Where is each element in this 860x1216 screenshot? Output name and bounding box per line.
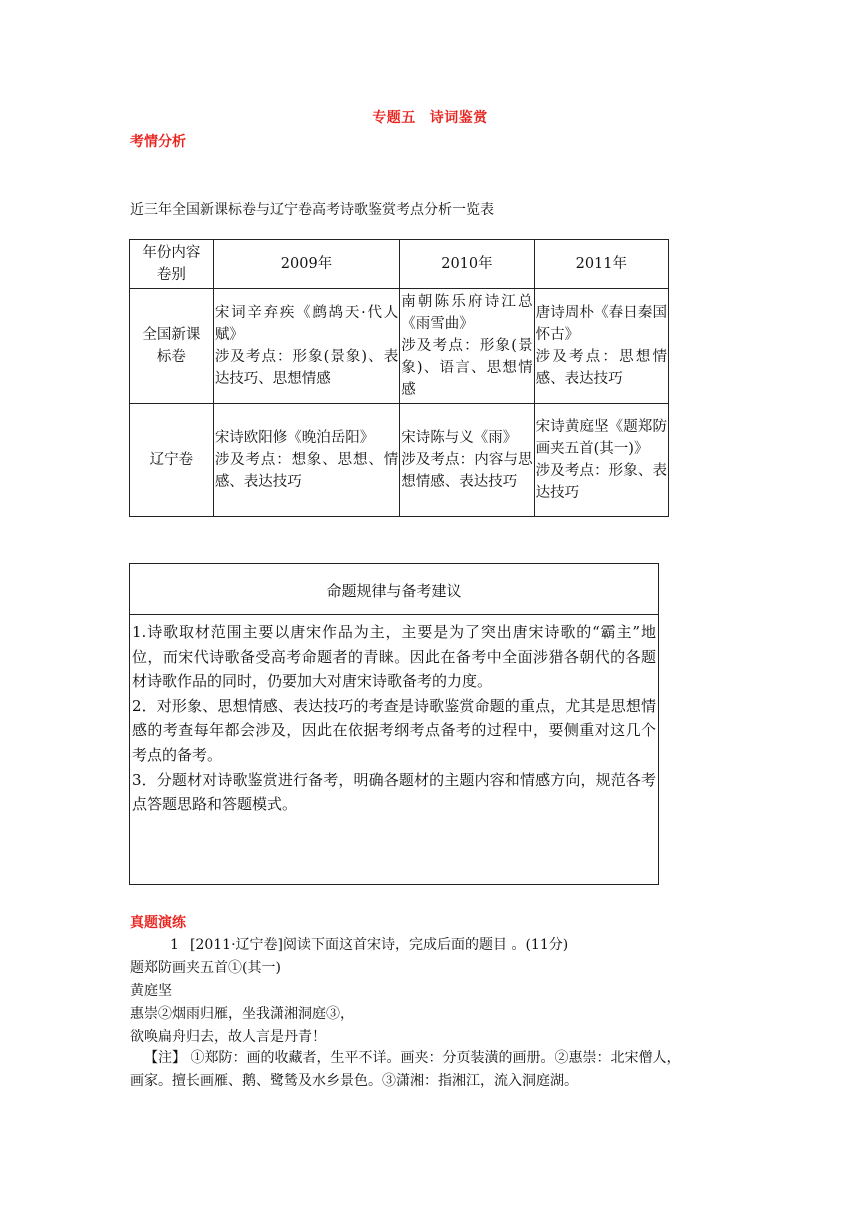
- advice-title: 命题规律与备考建议: [130, 564, 658, 615]
- table-row: [130, 404, 669, 517]
- poem-author: 黄庭坚: [130, 983, 172, 999]
- advice-item-1: 1.诗歌取材范围主要以唐宋作品为主，主要是为了突出唐宋诗歌的“霸主”地位，而宋代诗歌备受高考命题者的青睐。因此在备考中全面涉猎各朝代的各题材诗歌作品的同时，仍要加大对唐宋诗歌备考的力度。: [132, 623, 656, 691]
- advice-box: [129, 563, 659, 885]
- note-line-2: 画家。擅长画雁、鹅、鹭鸶及水乡景色。③潇湘：指湘江，流入洞庭湖。: [130, 1073, 578, 1089]
- header-year-2009: 2009年: [213, 240, 399, 289]
- row-label-line1: 全国新课: [142, 327, 201, 343]
- header-year-2010: 2010年: [400, 240, 534, 289]
- cell-points: 涉及考点：内容与思想情感、表达技巧: [401, 452, 533, 490]
- cell-poem: 宋诗黄庭坚《题郑防画夹五首(其一)》: [535, 419, 667, 457]
- table-cell: [534, 289, 668, 404]
- cell-points: 涉及考点：形象(景象)、语言、思想情感: [401, 338, 533, 398]
- header-year-2011: 2011年: [534, 240, 668, 289]
- row-label-line2: 标卷: [156, 349, 186, 365]
- cell-points: 涉及考点：形象(景象)、表达技巧、思想情感: [214, 349, 399, 387]
- cell-points: 涉及考点：想象、思想、情感、表达技巧: [214, 452, 399, 490]
- table-cell: [400, 404, 534, 517]
- advice-item-3: 3．分题材对诗歌鉴赏进行备考，明确各题材的主题内容和情感方向，规范各考点答题思路和答题模式。: [132, 770, 656, 814]
- cell-poem: 唐诗周朴《春日秦国怀古》: [535, 305, 667, 343]
- cell-points: 涉及考点：形象、表达技巧: [535, 463, 667, 501]
- row-label-liaoning: [130, 404, 214, 517]
- section-heading-analysis: 考情分析: [130, 134, 186, 150]
- poem-line-1: 惠崇②烟雨归雁，坐我潇湘洞庭③，: [130, 1006, 354, 1022]
- table-cell: [534, 404, 668, 517]
- advice-item-2: 2．对形象、思想情感、表达技巧的考查是诗歌鉴赏命题的重点，尤其是思想情感的考查每年都会涉及，因此在依据考纲考点备考的过程中，要侧重对这几个考点的备考。: [132, 696, 656, 764]
- corner-label-line2: 卷别: [156, 267, 186, 283]
- title-part-2: 诗词鉴赏: [429, 110, 488, 126]
- corner-label-line1: 年份内容: [142, 245, 201, 261]
- note-line-1: 【注】 ①郑防：画的收藏者，生平不详。画夹：分页装潢的画册。②惠崇：北宋僧人，: [144, 1050, 681, 1066]
- cell-poem: 宋诗欧阳修《晚泊岳阳》: [214, 430, 375, 446]
- question-prompt: [2011·辽宁卷]阅读下面这首宋诗，完成后面的题目 。(11分): [190, 937, 569, 953]
- advice-body: [132, 620, 656, 817]
- title-part-1: 专题五: [372, 110, 416, 126]
- table-cell: [400, 289, 534, 404]
- table-cell: [213, 289, 399, 404]
- row-label-line1: 辽宁卷: [149, 452, 194, 468]
- row-label-national: [130, 289, 214, 404]
- poem-title: 题郑防画夹五首①(其一): [130, 960, 281, 976]
- table-corner-cell: [130, 240, 214, 289]
- question-number: 1: [170, 937, 179, 953]
- section-heading-practice: 真题演练: [130, 915, 186, 931]
- analysis-table: [129, 239, 669, 517]
- cell-poem: 宋诗陈与义《雨》: [401, 430, 518, 446]
- page-title: [0, 107, 860, 127]
- table-cell: [213, 404, 399, 517]
- poem-line-2: 欲唤扁舟归去，故人言是丹青！: [130, 1029, 326, 1045]
- cell-poem: 宋词辛弃疾《鹧鸪天·代人赋》: [214, 305, 399, 343]
- cell-points: 涉及考点：思想情感、表达技巧: [535, 349, 667, 387]
- cell-poem: 南朝陈乐府诗江总《雨雪曲》: [401, 294, 533, 332]
- table-header-row: [130, 240, 669, 289]
- table-row: [130, 289, 669, 404]
- table-caption: 近三年全国新课标卷与辽宁卷高考诗歌鉴赏考点分析一览表: [130, 202, 494, 218]
